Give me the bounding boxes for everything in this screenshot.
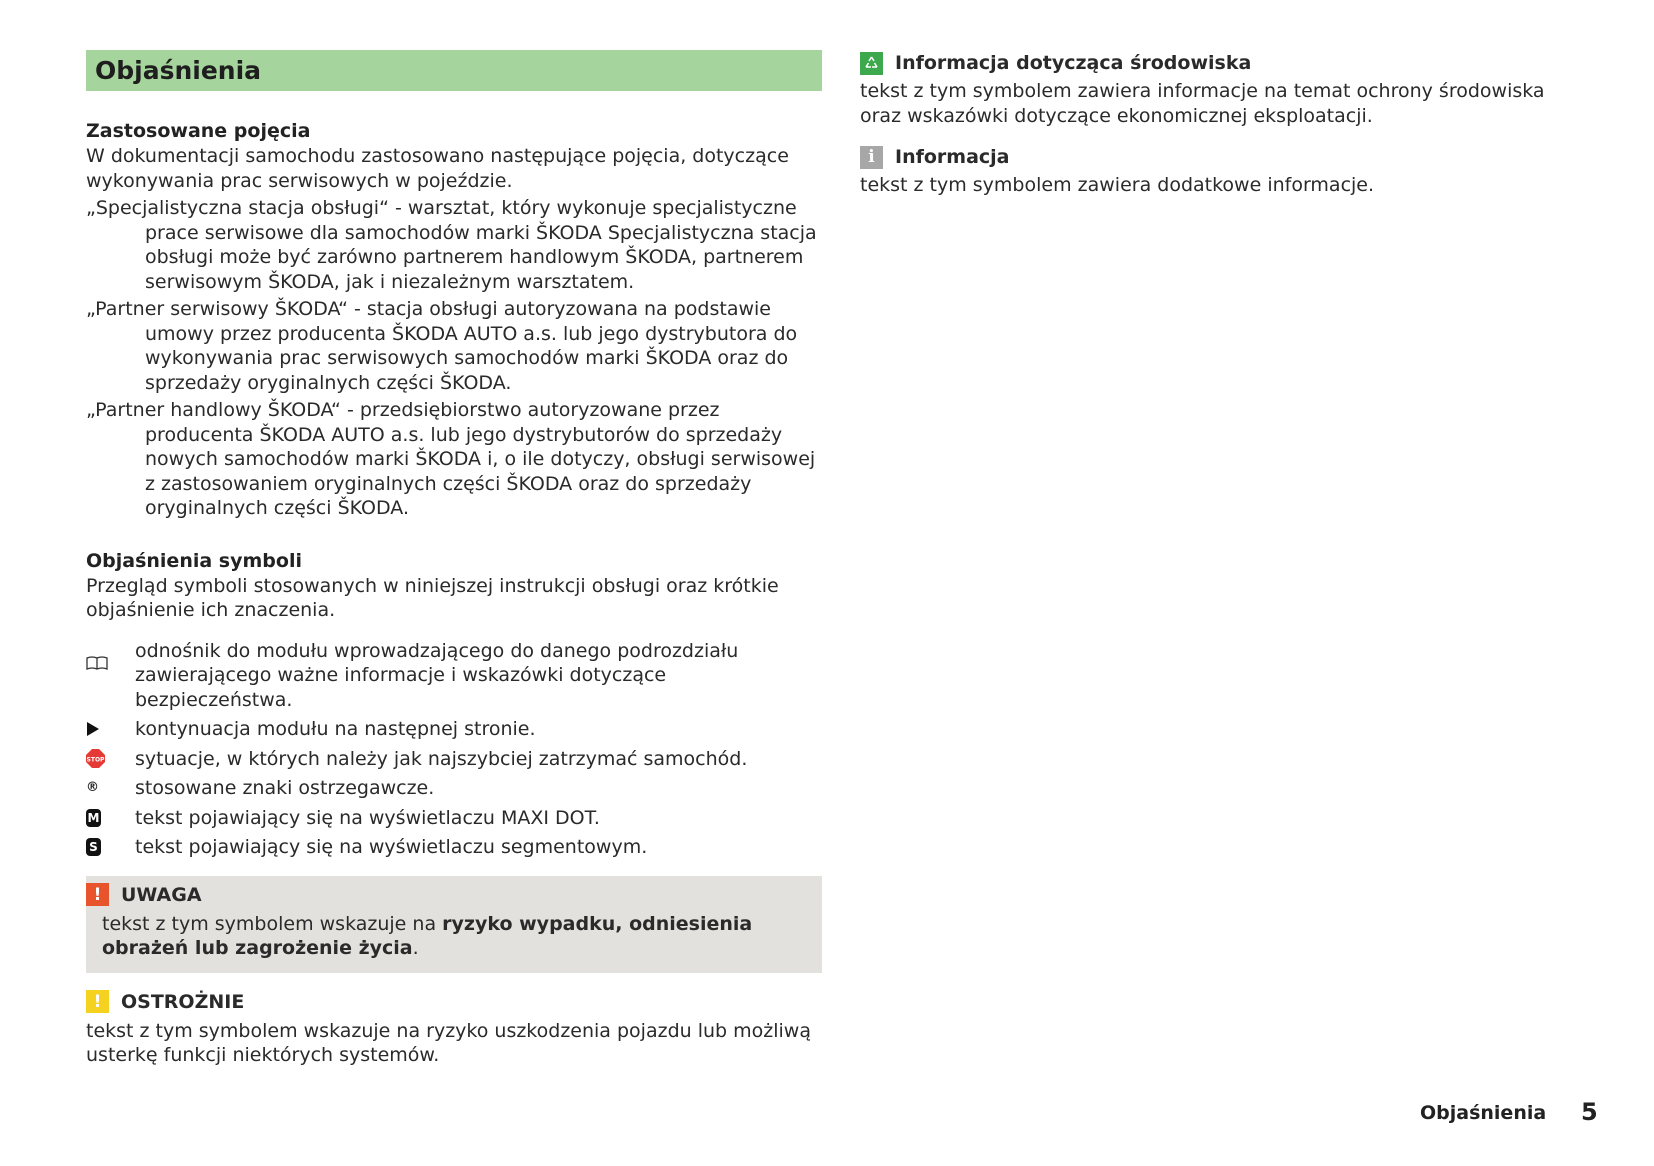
definition-text: - warsztat, który wykonuje specjalistyczne prace serwisowe dla samochodów marki ŠKODA Specjalistyczna stacja obsługi może być zarówno partnerem handlowym ŠKODA, partnerem serwisowym ŠKODA, jak i niezależnym warsztatem.: [145, 197, 817, 293]
symbol-description: tekst pojawiający się na wyświetlaczu MAXI DOT.: [135, 806, 600, 829]
symbol-row: [86, 806, 822, 831]
right-column: [860, 50, 1590, 214]
stop-sign-icon: [86, 747, 135, 772]
registered-mark-icon: [86, 776, 135, 801]
segment-display-glyph: S: [86, 838, 101, 856]
symbol-description: sytuacje, w których należy jak najszybciej zatrzymać samochód.: [135, 747, 748, 770]
info-icon: i: [860, 146, 883, 169]
symbol-description: odnośnik do modułu wprowadzającego do danego podrozdziału zawierającego ważne informacje i wskazówki dotyczące bezpieczeństwa.: [135, 639, 739, 711]
caution-block: [86, 989, 822, 1068]
symbol-description: stosowane znaki ostrzegawcze.: [135, 777, 435, 799]
section-header: [86, 50, 822, 91]
caution-text: tekst z tym symbolem wskazuje na ryzyko uszkodzenia pojazdu lub możliwą usterkę funkcji niektórych systemów.: [86, 1019, 811, 1066]
symbol-row: [86, 717, 822, 742]
segment-display-icon: [86, 835, 135, 860]
environment-title-row: [860, 50, 1590, 76]
caution-icon: !: [86, 990, 109, 1013]
maxi-dot-glyph: M: [86, 809, 101, 827]
definition-item: [86, 297, 822, 395]
definition-item: [86, 398, 822, 521]
caution-title-row: [86, 989, 822, 1015]
definition-text: - przedsiębiorstwo autoryzowane przez producenta ŠKODA AUTO a.s. lub jego dystrybutorów do sprzedaży nowych samochodów marki ŠKODA i, o ile dotyczy, obsługi serwisowej z zastosowaniem oryginalnych części ŠKODA oraz do sprzedaży oryginalnych części ŠKODA.: [145, 399, 816, 519]
warning-text: [102, 912, 806, 961]
info-block: [860, 144, 1590, 198]
symbol-description: tekst pojawiający się na wyświetlaczu segmentowym.: [135, 836, 648, 858]
caution-title: OSTROŻNIE: [121, 990, 245, 1013]
stop-sign-label: STOP: [86, 756, 105, 764]
registered-mark-glyph: ®: [86, 780, 99, 795]
symbol-description: kontynuacja modułu na następnej stronie.: [135, 718, 536, 740]
info-title-row: [860, 144, 1590, 170]
warning-text-end: .: [412, 937, 419, 959]
definition-text: - stacja obsługi autoryzowana na podstawie umowy przez producenta ŠKODA AUTO a.s. lub jego dystrybutora do wykonywania prac serwisowych samochodów marki ŠKODA oraz do sprzedaży oryginalnych części ŠKODA.: [145, 298, 798, 394]
warning-icon: !: [86, 883, 109, 906]
footer-title: Objaśnienia: [1420, 1102, 1547, 1124]
warning-text-bold: ryzyko wypadku, odniesienia obrażeń lub zagrożenie życia: [102, 912, 753, 959]
definition-item: [86, 196, 822, 294]
environment-title: Informacja dotycząca środowiska: [895, 52, 1252, 74]
warning-box: [86, 876, 822, 973]
terms-heading: Zastosowane pojęcia: [86, 120, 311, 142]
page-title: Objaśnienia: [95, 56, 262, 85]
definition-term: „Partner serwisowy ŠKODA“: [86, 298, 348, 320]
warning-title: UWAGA: [121, 883, 202, 906]
warning-title-row: [86, 882, 806, 908]
terms-intro: W dokumentacji samochodu zastosowano następujące pojęcia, dotyczące wykonywania prac serwisowych w pojeździe.: [86, 145, 789, 192]
symbols-intro: Przegląd symboli stosowanych w niniejszej instrukcji obsługi oraz krótkie objaśnienie ich znaczenia.: [86, 574, 779, 621]
symbols-heading: Objaśnienia symboli: [86, 549, 302, 572]
play-arrow-icon: [86, 717, 135, 742]
book-icon: [86, 639, 135, 688]
left-column: [86, 50, 822, 1068]
symbol-list: [86, 639, 822, 860]
symbol-row: [86, 747, 822, 772]
definition-term: „Specjalistyczna stacja obsługi“: [86, 197, 389, 219]
info-text: tekst z tym symbolem zawiera dodatkowe informacje.: [860, 174, 1375, 196]
page-footer: [1380, 1098, 1600, 1128]
environment-block: [860, 50, 1590, 128]
symbol-row: [86, 639, 822, 713]
maxi-dot-icon: [86, 806, 135, 831]
page-number: 5: [1581, 1098, 1598, 1126]
environment-text: tekst z tym symbolem zawiera informacje na temat ochrony środowiska oraz wskazówki dotyczące ekonomicznej eksploatacji.: [860, 80, 1545, 127]
warning-text-plain: tekst z tym symbolem wskazuje na: [102, 912, 443, 935]
info-title: Informacja: [895, 146, 1010, 168]
symbol-row: [86, 835, 822, 860]
recycle-icon: [860, 52, 883, 75]
symbol-row: [86, 776, 822, 801]
definition-term: „Partner handlowy ŠKODA“: [86, 399, 341, 421]
